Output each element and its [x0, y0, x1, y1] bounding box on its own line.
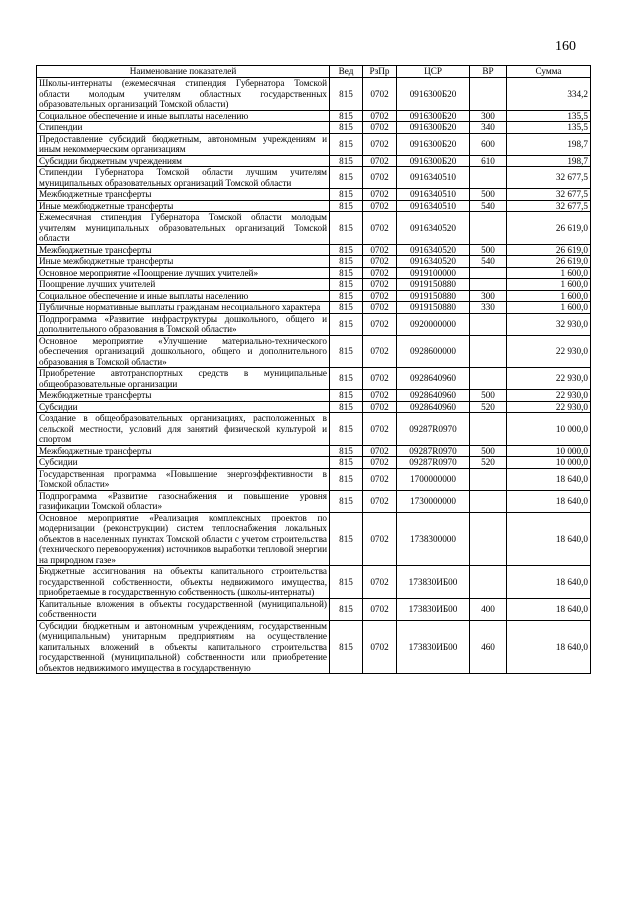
row-vr [470, 313, 507, 335]
row-csr: 09287R0970 [397, 445, 470, 457]
row-sum: 10 000,0 [507, 413, 591, 446]
row-rzpr: 0702 [363, 212, 397, 245]
row-sum: 32 677,5 [507, 189, 591, 201]
table-row [37, 256, 591, 268]
row-rzpr: 0702 [363, 598, 397, 620]
row-rzpr: 0702 [363, 490, 397, 512]
row-sum: 18 640,0 [507, 620, 591, 674]
table-row [37, 155, 591, 167]
row-csr: 0916340520 [397, 212, 470, 245]
table-row [37, 413, 591, 446]
row-csr: 0928640960 [397, 390, 470, 402]
row-name: Ежемесячная стипендия Губернатора Томской области молодым учителям муниципальных образовательных организаций Томской области [37, 212, 330, 245]
table-row [37, 457, 591, 469]
row-vr [470, 413, 507, 446]
table-row [37, 445, 591, 457]
row-sum: 198,7 [507, 133, 591, 155]
row-ved: 815 [330, 313, 363, 335]
row-vr: 520 [470, 457, 507, 469]
row-ved: 815 [330, 256, 363, 268]
row-csr: 0916300Б20 [397, 133, 470, 155]
header-rzpr: РзПр [363, 66, 397, 78]
row-vr [470, 167, 507, 189]
row-ved: 815 [330, 512, 363, 566]
row-csr: 0916340520 [397, 256, 470, 268]
row-sum: 32 930,0 [507, 313, 591, 335]
row-ved: 815 [330, 290, 363, 302]
row-vr: 500 [470, 244, 507, 256]
row-name: Субсидии [37, 401, 330, 413]
row-rzpr: 0702 [363, 256, 397, 268]
table-header [37, 66, 591, 78]
row-vr [470, 267, 507, 279]
row-ved: 815 [330, 468, 363, 490]
row-name: Приобретение автотранспортных средств в муниципальные общеобразовательные организации [37, 368, 330, 390]
header-sum: Сумма [507, 66, 591, 78]
row-csr: 0916340510 [397, 189, 470, 201]
table-row [37, 512, 591, 566]
row-sum: 10 000,0 [507, 445, 591, 457]
row-sum: 334,2 [507, 78, 591, 111]
row-ved: 815 [330, 490, 363, 512]
row-name: Иные межбюджетные трансферты [37, 256, 330, 268]
row-csr: 1730000000 [397, 490, 470, 512]
row-ved: 815 [330, 335, 363, 368]
header-vr: ВР [470, 66, 507, 78]
row-ved: 815 [330, 167, 363, 189]
row-ved: 815 [330, 122, 363, 134]
table-row [37, 290, 591, 302]
table-row [37, 390, 591, 402]
row-sum: 18 640,0 [507, 598, 591, 620]
header-ved: Вед [330, 66, 363, 78]
row-csr: 0928640960 [397, 401, 470, 413]
row-name: Создание в общеобразовательных организациях, расположенных в сельской местности, условий для занятий физической культурой и спортом [37, 413, 330, 446]
row-rzpr: 0702 [363, 267, 397, 279]
table-row [37, 368, 591, 390]
table-body [37, 78, 591, 674]
row-csr: 1700000000 [397, 468, 470, 490]
row-ved: 815 [330, 401, 363, 413]
row-csr: 0916300Б20 [397, 155, 470, 167]
row-rzpr: 0702 [363, 290, 397, 302]
row-csr: 173830ИБ00 [397, 620, 470, 674]
table-row [37, 620, 591, 674]
row-sum: 32 677,5 [507, 167, 591, 189]
row-sum: 18 640,0 [507, 468, 591, 490]
row-ved: 815 [330, 598, 363, 620]
table-row [37, 167, 591, 189]
row-rzpr: 0702 [363, 390, 397, 402]
row-rzpr: 0702 [363, 566, 397, 599]
row-csr: 09287R0970 [397, 457, 470, 469]
row-vr: 400 [470, 598, 507, 620]
row-csr: 09287R0970 [397, 413, 470, 446]
row-csr: 0919150880 [397, 279, 470, 291]
row-ved: 815 [330, 620, 363, 674]
row-vr: 600 [470, 133, 507, 155]
row-ved: 815 [330, 413, 363, 446]
row-rzpr: 0702 [363, 620, 397, 674]
table-row [37, 200, 591, 212]
row-name: Бюджетные ассигнования на объекты капитального строительства государственной собственности, объекты недвижимого имущества, приобретаемые в государственную собственность (школы-интернаты) [37, 566, 330, 599]
row-vr [470, 335, 507, 368]
row-csr: 0916340510 [397, 200, 470, 212]
row-vr: 460 [470, 620, 507, 674]
row-sum: 1 600,0 [507, 267, 591, 279]
row-sum: 22 930,0 [507, 368, 591, 390]
row-csr: 0919150880 [397, 290, 470, 302]
row-vr: 500 [470, 390, 507, 402]
row-vr: 300 [470, 290, 507, 302]
row-name: Социальное обеспечение и иные выплаты населению [37, 290, 330, 302]
row-csr: 0916300Б20 [397, 122, 470, 134]
row-ved: 815 [330, 457, 363, 469]
row-csr: 0928600000 [397, 335, 470, 368]
row-csr: 0916300Б20 [397, 110, 470, 122]
row-rzpr: 0702 [363, 279, 397, 291]
table-row [37, 110, 591, 122]
row-rzpr: 0702 [363, 512, 397, 566]
row-ved: 815 [330, 267, 363, 279]
table-row [37, 302, 591, 314]
row-ved: 815 [330, 302, 363, 314]
row-rzpr: 0702 [363, 335, 397, 368]
row-rzpr: 0702 [363, 313, 397, 335]
row-sum: 135,5 [507, 110, 591, 122]
row-vr [470, 212, 507, 245]
row-vr: 540 [470, 200, 507, 212]
row-sum: 10 000,0 [507, 457, 591, 469]
table-row [37, 189, 591, 201]
table-row [37, 212, 591, 245]
row-ved: 815 [330, 133, 363, 155]
row-name: Подпрограмма «Развитие инфраструктуры дошкольного, общего и дополнительного образования в Томской области» [37, 313, 330, 335]
table-row [37, 267, 591, 279]
row-name: Предоставление субсидий бюджетным, автономным учреждениям и иным некоммерческим организациям [37, 133, 330, 155]
row-ved: 815 [330, 155, 363, 167]
row-rzpr: 0702 [363, 302, 397, 314]
row-name: Межбюджетные трансферты [37, 390, 330, 402]
row-vr [470, 490, 507, 512]
table-row [37, 313, 591, 335]
row-sum: 135,5 [507, 122, 591, 134]
row-vr [470, 468, 507, 490]
row-csr: 0920000000 [397, 313, 470, 335]
row-name: Социальное обеспечение и иные выплаты населению [37, 110, 330, 122]
row-rzpr: 0702 [363, 155, 397, 167]
row-sum: 26 619,0 [507, 212, 591, 245]
row-sum: 1 600,0 [507, 279, 591, 291]
row-rzpr: 0702 [363, 368, 397, 390]
row-name: Основное мероприятие «Поощрение лучших учителей» [37, 267, 330, 279]
row-sum: 26 619,0 [507, 244, 591, 256]
row-name: Стипендии [37, 122, 330, 134]
row-rzpr: 0702 [363, 445, 397, 457]
row-ved: 815 [330, 368, 363, 390]
row-ved: 815 [330, 212, 363, 245]
row-csr: 0916340520 [397, 244, 470, 256]
table-row [37, 468, 591, 490]
row-name: Основное мероприятие «Реализация комплексных проектов по модернизации (реконструкции) систем теплоснабжения локальных объектов в населенных пунктах Томской области с учетом строительства (технического перевооружения) источников выработки тепловой энергии на природном газе» [37, 512, 330, 566]
row-csr: 0919150880 [397, 302, 470, 314]
row-ved: 815 [330, 78, 363, 111]
row-name: Стипендии Губернатора Томской области лучшим учителям муниципальных образовательных организаций Томской области [37, 167, 330, 189]
table-row [37, 279, 591, 291]
table-row [37, 335, 591, 368]
table-row [37, 133, 591, 155]
row-csr: 0916340510 [397, 167, 470, 189]
row-vr [470, 566, 507, 599]
row-ved: 815 [330, 244, 363, 256]
row-sum: 26 619,0 [507, 256, 591, 268]
row-name: Подпрограмма «Развитие газоснабжения и повышение уровня газификации Томской области» [37, 490, 330, 512]
row-name: Субсидии бюджетным учреждениям [37, 155, 330, 167]
table-row [37, 244, 591, 256]
row-name: Иные межбюджетные трансферты [37, 200, 330, 212]
row-rzpr: 0702 [363, 413, 397, 446]
row-name: Школы-интернаты (ежемесячная стипендия Губернатора Томской области молодым учителям областных государственных образовательных организаций Томской области) [37, 78, 330, 111]
row-ved: 815 [330, 200, 363, 212]
row-sum: 18 640,0 [507, 490, 591, 512]
row-sum: 22 930,0 [507, 390, 591, 402]
row-rzpr: 0702 [363, 244, 397, 256]
row-csr: 173830ИБ00 [397, 598, 470, 620]
row-sum: 18 640,0 [507, 512, 591, 566]
row-sum: 18 640,0 [507, 566, 591, 599]
table-row [37, 78, 591, 111]
row-name: Субсидии бюджетным и автономным учреждениям, государственным (муниципальным) унитарным предприятиям на осуществление капитальных вложений в объекты капитального строительства государственной (муниципальной) собственности или приобретение объектов недвижимого имущества в государственную [37, 620, 330, 674]
row-rzpr: 0702 [363, 200, 397, 212]
row-ved: 815 [330, 279, 363, 291]
row-ved: 815 [330, 189, 363, 201]
row-rzpr: 0702 [363, 122, 397, 134]
row-vr [470, 279, 507, 291]
row-rzpr: 0702 [363, 78, 397, 111]
page-number: 160 [555, 39, 576, 54]
row-rzpr: 0702 [363, 110, 397, 122]
header-csr: ЦСР [397, 66, 470, 78]
row-name: Межбюджетные трансферты [37, 244, 330, 256]
row-ved: 815 [330, 445, 363, 457]
header-name: Наименование показателей [37, 66, 330, 78]
row-csr: 0928640960 [397, 368, 470, 390]
row-rzpr: 0702 [363, 133, 397, 155]
row-name: Межбюджетные трансферты [37, 445, 330, 457]
table-row [37, 401, 591, 413]
row-sum: 198,7 [507, 155, 591, 167]
row-vr: 500 [470, 189, 507, 201]
row-vr [470, 512, 507, 566]
row-name: Государственная программа «Повышение энергоэффективности в Томской области» [37, 468, 330, 490]
row-rzpr: 0702 [363, 468, 397, 490]
row-rzpr: 0702 [363, 167, 397, 189]
row-vr: 610 [470, 155, 507, 167]
row-vr: 500 [470, 445, 507, 457]
row-vr [470, 78, 507, 111]
row-vr: 340 [470, 122, 507, 134]
row-name: Капитальные вложения в объекты государственной (муниципальной) собственности [37, 598, 330, 620]
row-csr: 1738300000 [397, 512, 470, 566]
row-vr: 540 [470, 256, 507, 268]
table-row [37, 598, 591, 620]
row-csr: 173830ИБ00 [397, 566, 470, 599]
row-ved: 815 [330, 566, 363, 599]
row-name: Межбюджетные трансферты [37, 189, 330, 201]
row-vr [470, 368, 507, 390]
row-name: Основное мероприятие «Улучшение материально-технического обеспечения организаций дошкольного, общего и дополнительного образования в Томской области» [37, 335, 330, 368]
row-rzpr: 0702 [363, 401, 397, 413]
row-sum: 32 677,5 [507, 200, 591, 212]
table-row [37, 122, 591, 134]
row-vr: 300 [470, 110, 507, 122]
row-sum: 22 930,0 [507, 401, 591, 413]
row-vr: 520 [470, 401, 507, 413]
row-csr: 0916300Б20 [397, 78, 470, 111]
row-ved: 815 [330, 390, 363, 402]
row-name: Поощрение лучших учителей [37, 279, 330, 291]
row-sum: 1 600,0 [507, 290, 591, 302]
row-ved: 815 [330, 110, 363, 122]
row-name: Публичные нормативные выплаты гражданам несоциального характера [37, 302, 330, 314]
row-sum: 1 600,0 [507, 302, 591, 314]
row-csr: 0919100000 [397, 267, 470, 279]
row-vr: 330 [470, 302, 507, 314]
row-sum: 22 930,0 [507, 335, 591, 368]
table-row [37, 490, 591, 512]
row-rzpr: 0702 [363, 457, 397, 469]
row-rzpr: 0702 [363, 189, 397, 201]
row-name: Субсидии [37, 457, 330, 469]
table-row [37, 566, 591, 599]
budget-table [36, 65, 591, 674]
